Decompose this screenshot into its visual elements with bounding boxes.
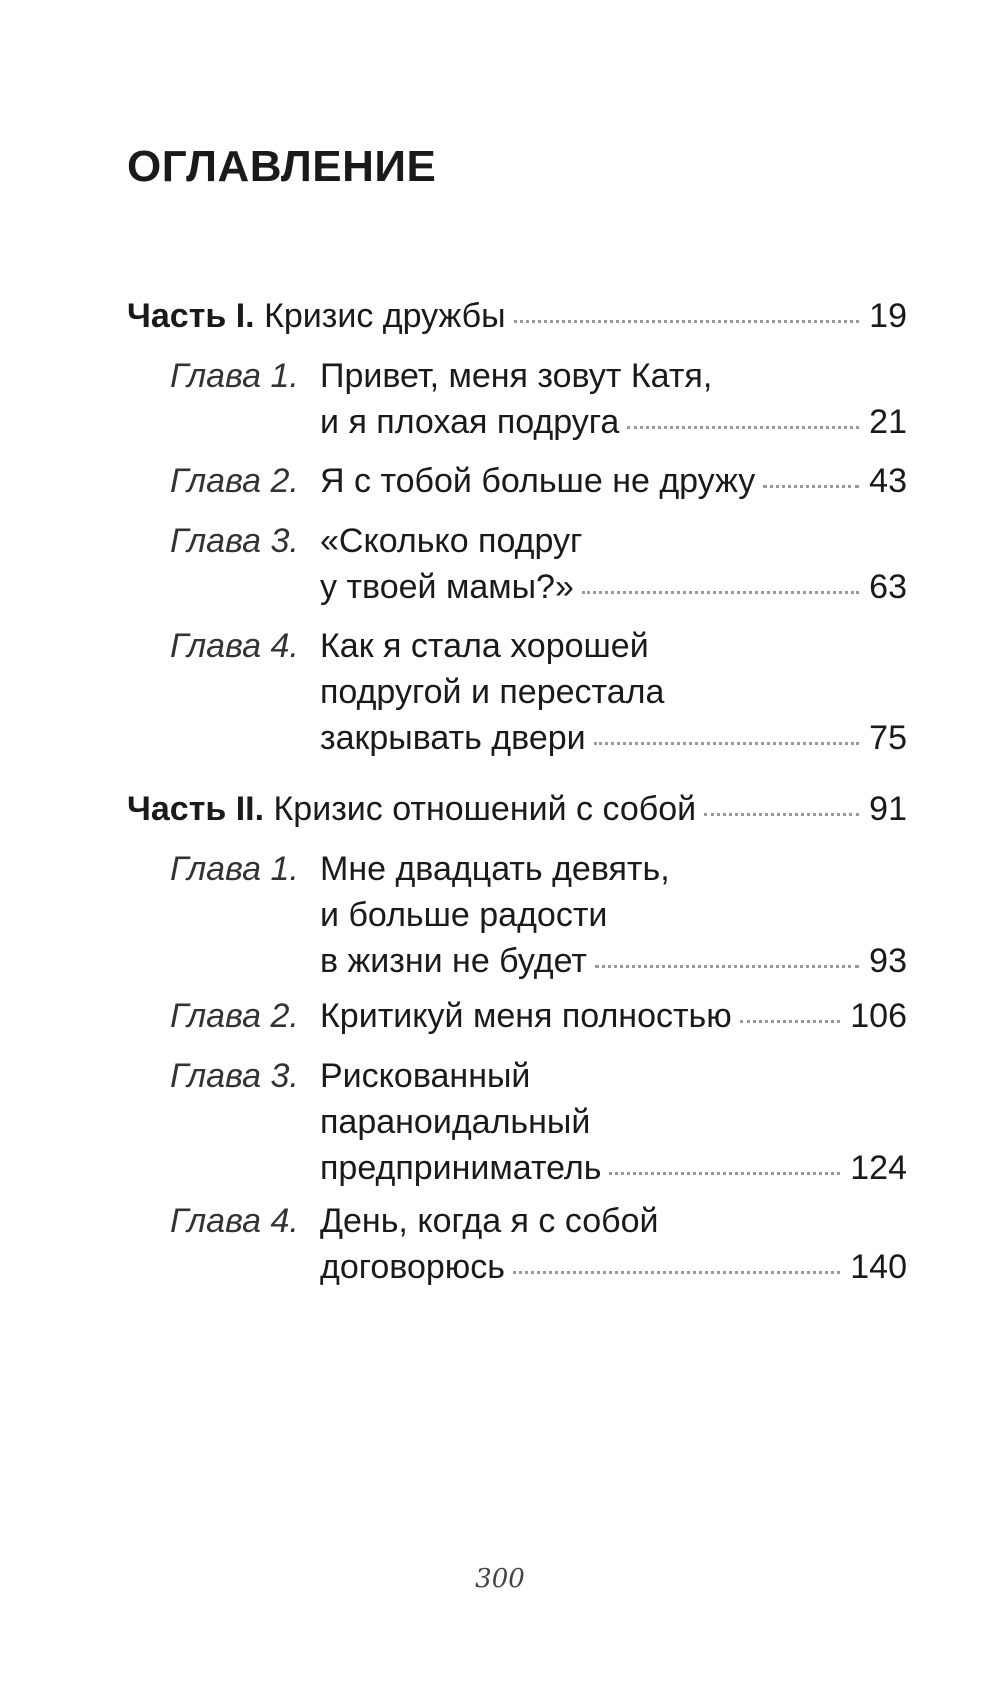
chapter-title-line: «Сколько подруг	[320, 522, 583, 560]
chapter-title-line: параноидальный	[320, 1103, 591, 1141]
chapter-label: Глава 3.	[170, 1057, 299, 1095]
chapter-title-line: Привет, меня зовут Катя,	[320, 357, 713, 395]
chapter-title-line: закрывать двери	[320, 719, 586, 757]
chapter-title-line: День, когда я с собой	[320, 1202, 659, 1240]
leader-dots	[582, 581, 859, 594]
chapter-title-line: подругой и перестала	[320, 673, 665, 711]
chapter-page-number: 140	[850, 1248, 907, 1286]
part-label: Часть I.	[127, 297, 255, 335]
leader-dots	[609, 1162, 840, 1175]
chapter-title-line: Как я стала хорошей	[320, 627, 649, 665]
leader-dots	[513, 1261, 840, 1274]
chapter-title-line: Мне двадцать девять,	[320, 850, 670, 888]
leader-dots	[763, 475, 859, 488]
page-number: 300	[475, 1564, 525, 1594]
leader-dots	[627, 416, 859, 429]
chapter-label: Глава 2.	[170, 462, 299, 500]
chapter-title-line: предприниматель	[320, 1149, 602, 1187]
leader-dots	[594, 732, 860, 745]
leader-dots	[740, 1010, 840, 1023]
toc-part-2	[127, 786, 907, 832]
chapter-title-line: и больше радости	[320, 896, 608, 934]
leader-dots	[514, 310, 860, 323]
toc-chapter-2-3	[170, 1053, 907, 1187]
toc-chapter-2-1	[170, 846, 907, 980]
toc-chapter-1-3	[170, 518, 907, 606]
chapter-page-number: 21	[869, 403, 907, 441]
chapter-title-line: Я с тобой больше не дружу	[320, 462, 756, 500]
toc-title: ОГЛАВЛЕНИЕ	[127, 142, 437, 191]
chapter-page-number: 106	[850, 997, 907, 1035]
leader-dots	[595, 955, 859, 968]
part-title: Кризис отношений с собой	[273, 790, 697, 828]
chapter-title-line: Рискованный	[320, 1057, 531, 1095]
chapter-title-line: Критикуй меня полностью	[320, 997, 732, 1035]
chapter-title-line: и я плохая подруга	[320, 403, 620, 441]
chapter-label: Глава 3.	[170, 522, 299, 560]
part-page-number: 91	[869, 790, 907, 828]
chapter-page-number: 63	[869, 568, 907, 606]
toc-chapter-1-4	[170, 623, 907, 757]
chapter-title-line: у твоей мамы?»	[320, 568, 574, 606]
chapter-page-number: 93	[869, 942, 907, 980]
leader-dots	[704, 803, 859, 816]
toc-part-1	[127, 293, 907, 339]
part-label: Часть II.	[127, 790, 265, 828]
chapter-page-number: 43	[869, 462, 907, 500]
part-title: Кризис дружбы	[264, 297, 506, 335]
chapter-label: Глава 1.	[170, 850, 299, 888]
chapter-page-number: 75	[869, 719, 907, 757]
part-page-number: 19	[869, 297, 907, 335]
chapter-title-line: договорюсь	[320, 1248, 506, 1286]
toc-chapter-1-1	[170, 353, 907, 441]
chapter-title-line: в жизни не будет	[320, 942, 587, 980]
chapter-label: Глава 1.	[170, 357, 299, 395]
toc-chapter-2-2	[170, 993, 907, 1039]
toc-chapter-1-2	[170, 458, 907, 504]
chapter-label: Глава 2.	[170, 997, 299, 1035]
chapter-label: Глава 4.	[170, 627, 299, 665]
toc-chapter-2-4	[170, 1198, 907, 1286]
chapter-label: Глава 4.	[170, 1202, 299, 1240]
chapter-page-number: 124	[850, 1149, 907, 1187]
